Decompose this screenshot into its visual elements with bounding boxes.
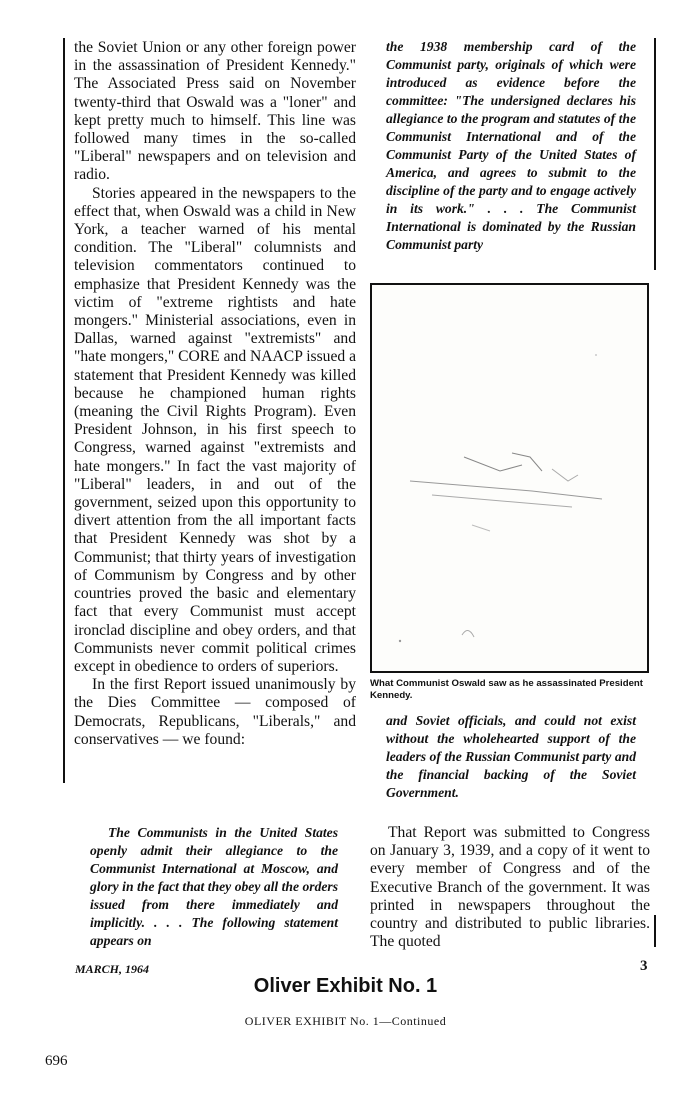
right-column-rule-bottom: [654, 915, 656, 947]
block-quote-left: [90, 824, 338, 950]
quote-communist-allegiance: The Communists in the United States openly admit their allegiance to the Communist International at Moscow, and glory in the fact that they obey all the orders issued from there immediately and implicitly. . . . The following statement appears on: [90, 825, 338, 948]
issue-date: MARCH, 1964: [75, 962, 150, 976]
paragraph-report-submitted: That Report was submitted to Congress on January 3, 1939, and a copy of it went to every member of Congress and of the Executive Branch of the government. It was printed in newspapers throughout the country and distributed to public libraries. The quoted: [370, 824, 650, 951]
right-column-text: [370, 824, 650, 951]
oswald-view-photo: [370, 283, 649, 673]
block-quote-right-continued: [386, 712, 636, 802]
paragraph-dies-committee: In the first Report issued unanimously by the Dies Committee — composed of Democrats, Republicans, "Liberals," and conservatives — we found:: [74, 676, 356, 748]
left-column: [74, 39, 356, 749]
paragraph-oswald-loner: the Soviet Union or any other foreign power in the assassination of President Kennedy." The Associated Press said on November twenty-third that Oswald was a "loner" and kept pretty much to himself. This line was followed many times in the so-called "Liberal" newspapers and on television and radio.: [74, 39, 356, 184]
exhibit-continued-label: OLIVER EXHIBIT No. 1—Continued: [244, 1014, 447, 1028]
photo-caption: What Communist Oswald saw as he assassinated President Kennedy.: [370, 678, 643, 701]
quote-soviet-officials: and Soviet officials, and could not exist without the wholehearted support of the leaders of the Russian Communist party and the financial backing of the Soviet Government.: [386, 713, 636, 800]
block-quote-right-top: [386, 38, 636, 254]
exhibit-title: Oliver Exhibit No. 1: [253, 975, 438, 997]
right-column-rule: [654, 38, 656, 270]
paragraph-stories: Stories appeared in the newspapers to the effect that, when Oswald was a child in New York, a teacher warned of his mental condition. The "Liberal" columnists and television commentators continued to emphasize that President Kennedy was the victim of "extreme rightists and hate mongers." Ministerial associations, even in Dallas, warned against "extremists" and "hate mongers," CORE and NAACP issued a statement that President Kennedy was killed because he championed human rights (meaning the Civil Rights Program). Even President Johnson, in his first speech to Congress, warned against "extremists and hate mongers." In fact the vast majority of "Liberal" leaders, in and out of the government, seized upon this opportunity to divert attention from the all important facts that President Kennedy was shot by a Communist; that thirty years of investigation of Communism by Congress and by other countries proved the basic and elementary fact that every Communist must accept ironclad discipline and obey orders, and that Communists never commit political crimes except in obedience to orders of superiors.: [74, 184, 356, 675]
quote-membership-card: the 1938 membership card of the Communist party, originals of which were introduced as evidence before the committee: "The undersigned declares his allegiance to the program and statutes of the Communist International and of the Communist Party of the United States of America, and agrees to submit to the discipline of the party and to engage actively in its work." . . . The Communist International is dominated by the Russian Communist party: [386, 39, 636, 252]
photo-sketch: [372, 285, 647, 671]
magazine-page-number: 3: [640, 958, 648, 974]
page-number: 696: [45, 1053, 68, 1069]
left-column-rule: [63, 38, 65, 783]
